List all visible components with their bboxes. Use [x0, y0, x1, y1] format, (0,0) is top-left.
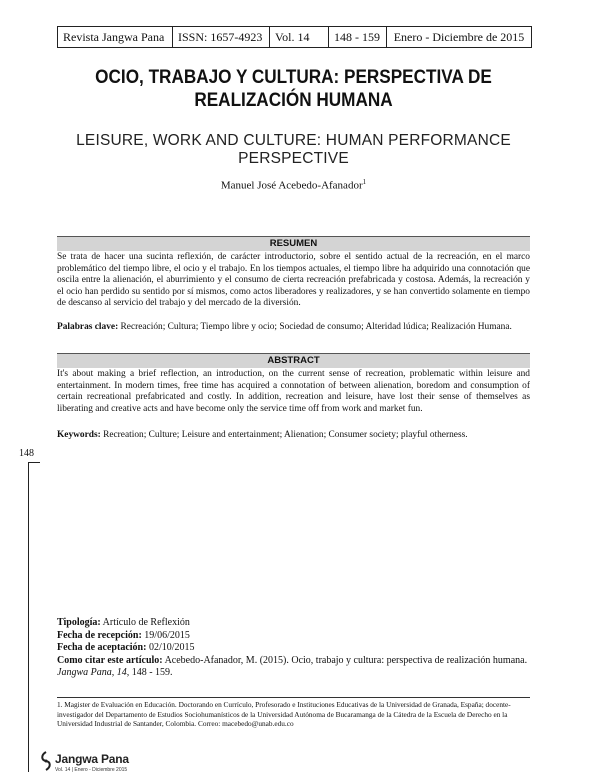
article-subtitle: LEISURE, WORK AND CULTURE: HUMAN PERFORMANCE PERSPECTIVE	[76, 132, 511, 167]
abstract-keywords-value: Recreation; Culture; Leisure and entertainment; Alienation; Consumer society; playful otherness.	[103, 430, 468, 440]
author-name: Manuel José Acebedo-Afanador	[220, 179, 363, 192]
issn: ISSN: 1657-4923	[173, 27, 270, 47]
recepcion-label: Fecha de recepción:	[57, 629, 142, 641]
aceptacion-label: Fecha de aceptación:	[57, 642, 147, 653]
journal-header	[57, 26, 532, 48]
resumen-keywords	[57, 322, 530, 334]
logo-text: Jangwa Pana	[55, 752, 129, 766]
page-range: 148 - 159	[329, 27, 387, 47]
footnote: 1. Magister de Evaluación en Educación. Doctorando en Currículo, Profesorado e Instituciones Educativas de la Universidad de Granada, España; docente-investigador del Departamento de Estudios Sociohumanísticos de la Universidad Autónoma de Bucaramanga de la Cátedra de la Escuela de Derecho en la Universidad Industrial de Santander, Colombia. Correo: macebedo@unab.edu.co	[57, 700, 511, 729]
citation-journal: Jangwa Pana, 14,	[57, 667, 130, 678]
abstract-text: It's about making a brief reflection, an introduction, on the current sense of recreation, problematic within leisure and entertainment. In modern times, free time has acquired a connotation of between alienation, boredom and consumption of certain recreational prefabricated and costly. In addition, recreation and leisure, have lost their sense of themselves as liberating and creative acts and have become only the service time off from work and market fun.	[57, 369, 530, 414]
margin-tick	[28, 462, 40, 463]
resumen-text: Se trata de hacer una sucinta reflexión, de carácter introductorio, sobre el sentido actual de la recreación, en el marco problemático del tiempo libre, el ocio y el trabajo. En los tiempos actuales, el tiempo libre ha adquirido una connotación que oscila entre la alienación, el aburrimiento y el consumo de cierta recreación prefabricada y costosa. Además, la recreación y el ocio han perdido su sentido por sí mismos, como actos liberadores y realizadores, y se han convertido solamente en tiempo de descanso al servicio del trabajo y del mercado de la diversión.	[57, 252, 530, 309]
footnote-rule	[57, 697, 530, 698]
citation-pages: 148 - 159.	[131, 667, 173, 678]
abstract-heading: ABSTRACT	[57, 353, 530, 368]
tipologia-row	[57, 617, 530, 630]
spiral-logo-icon	[40, 751, 52, 771]
aceptacion-row	[57, 642, 530, 655]
resumen-keywords-value: Recreación; Cultura; Tiempo libre y ocio; Sociedad de consumo; Alteridad lúdica; Realización Humana.	[120, 322, 512, 332]
author-footnote-mark: 1	[362, 178, 367, 186]
logo-subtext: Vol. 14 | Enero - Diciembre 2015	[55, 767, 128, 773]
abstract-keywords	[57, 430, 530, 442]
citation-label: Como citar este artículo:	[57, 654, 163, 666]
article-metadata	[57, 617, 530, 680]
tipologia-label: Tipología:	[57, 617, 101, 628]
citation-text: Acebedo-Afanador, M. (2015). Ocio, trabajo y cultura: perspectiva de realización humana.	[164, 654, 528, 666]
journal-logo	[40, 751, 150, 777]
period: Enero - Diciembre de 2015	[393, 29, 525, 44]
abstract-keywords-label: Keywords:	[57, 430, 101, 440]
article-title: OCIO, TRABAJO Y CULTURA: PERSPECTIVA DE REALIZACIÓN HUMANA	[95, 66, 492, 111]
margin-rule	[28, 462, 29, 772]
citation-row	[57, 655, 530, 680]
recepcion-value: 19/06/2015	[144, 629, 190, 641]
page-number: 148	[19, 448, 34, 459]
recepcion-row	[57, 630, 530, 643]
author	[57, 178, 530, 192]
resumen-keywords-label: Palabras clave:	[57, 322, 119, 332]
volume: Vol. 14	[270, 27, 329, 47]
aceptacion-value: 02/10/2015	[148, 642, 195, 653]
tipologia-value: Artículo de Reflexión	[102, 617, 190, 628]
journal-name: Revista Jangwa Pana	[58, 27, 173, 47]
resumen-heading: RESUMEN	[57, 236, 530, 251]
